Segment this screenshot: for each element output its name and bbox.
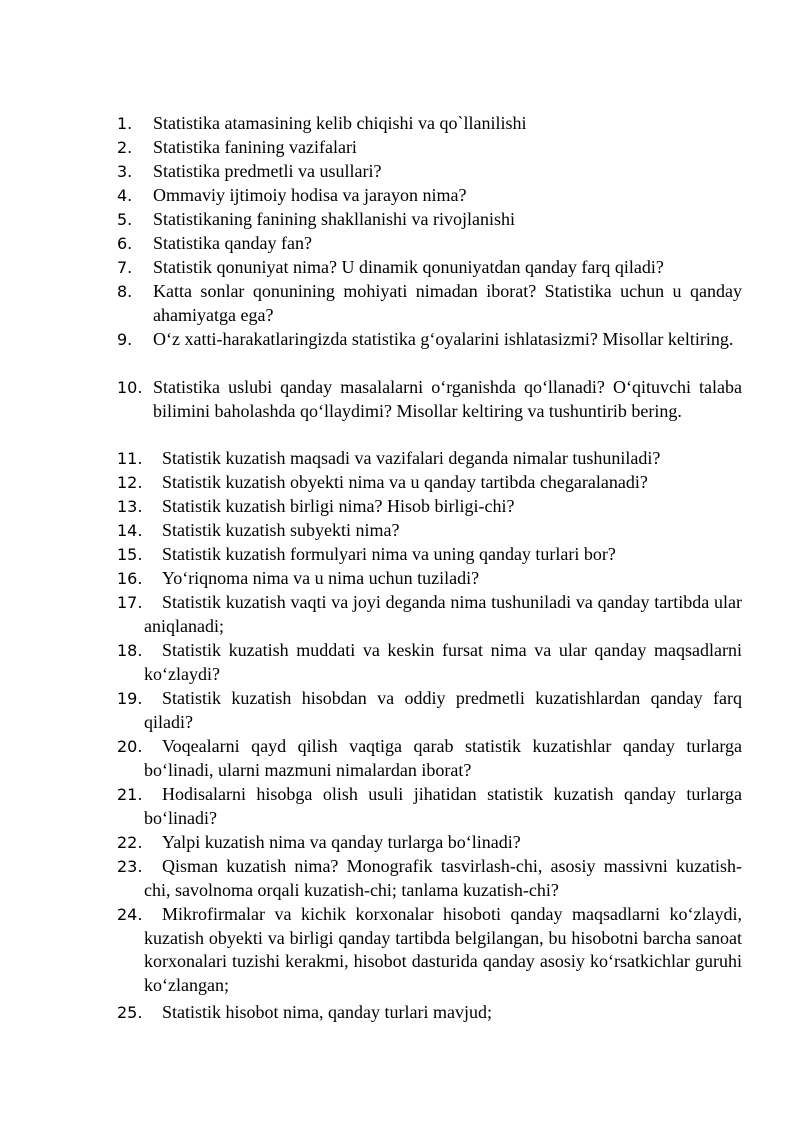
item-text: Statistik hisobot nima, qanday turlari mavjud; [162,1002,492,1022]
item-number: 5. [117,210,133,229]
list-item [117,687,742,734]
item-number: 6. [117,234,133,253]
item-number: 22. [117,833,143,852]
list-item [117,184,742,208]
list-item [117,208,742,232]
item-text: Yalpi kuzatish nima va qanday turlarga bo‘linadi? [162,832,521,852]
item-text: Voqealarni qayd qilish vaqtiga qarab statistik kuzatishlar qanday turlarga bo‘linadi, ularni mazmuni nimalardan iborat? [144,736,742,780]
list-item [117,1001,742,1025]
item-number: 13. [117,497,143,516]
list-item [117,232,742,256]
item-number: 18. [117,641,143,660]
list-item [117,495,742,519]
item-text: Statistik kuzatish hisobdan va oddiy predmetli kuzatishlardan qanday farq qiladi? [144,688,742,732]
list-item [117,639,742,686]
item-text: O‘z xatti-harakatlaringizda statistika g‘oyalarini ishlatasizmi? Misollar keltiring. [153,329,734,349]
item-number: 8. [117,282,133,301]
item-number: 14. [117,521,143,540]
item-text: Statistika uslubi qanday masalalarni o‘rganishda qo‘llanadi? O‘qituvchi talaba bilimini baholashda qo‘llaydimi? Misollar keltiring va tushuntirib bering. [153,377,742,421]
list-item [117,831,742,855]
item-text: Statistika fanining vazifalari [153,137,357,157]
list-item [117,591,742,638]
list-item [117,112,742,136]
list-item [117,567,742,591]
item-number: 10. [117,378,143,397]
list-item [117,256,742,280]
item-number: 25. [117,1003,143,1022]
item-number: 15. [117,545,143,564]
list-item [117,783,742,830]
list-item [117,328,742,352]
item-number: 24. [117,905,143,924]
list-item [117,160,742,184]
item-number: 2. [117,138,133,157]
list-item [117,519,742,543]
item-text: Statistik kuzatish birligi nima? Hisob birligi-chi? [162,496,515,516]
item-text: Katta sonlar qonunining mohiyati nimadan iborat? Statistika uchun u qanday ahamiyatga ega? [153,281,742,325]
item-text: Statistika qanday fan? [153,233,312,253]
item-text: Qisman kuzatish nima? Monografik tasvirlash-chi, asosiy massivni kuzatish-chi, savolnoma orqali kuzatish-chi; tanlama kuzatish-chi? [144,856,742,900]
list-item [117,471,742,495]
list-item [117,447,742,471]
list-item [117,543,742,567]
item-text: Statistika predmetli va usullari? [153,161,382,181]
item-number: 12. [117,473,143,492]
item-text: Statistika atamasining kelib chiqishi va qo`llanilishi [153,113,527,133]
list-item [117,136,742,160]
item-number: 19. [117,689,143,708]
list-item [117,735,742,782]
item-text: Hodisalarni hisobga olish usuli jihatidan statistik kuzatish qanday turlarga bo‘linadi? [144,784,742,828]
item-text: Statistik kuzatish maqsadi va vazifalari deganda nimalar tushuniladi? [162,448,661,468]
item-number: 16. [117,569,143,588]
item-number: 9. [117,330,133,349]
item-text: Statistik kuzatish muddati va keskin fursat nima va ular qanday maqsadlarni ko‘zlaydi? [144,640,742,684]
item-number: 17. [117,593,143,612]
item-text: Statistikaning fanining shakllanishi va rivojlanishi [153,209,515,229]
list-item [117,855,742,902]
item-text: Ommaviy ijtimoiy hodisa va jarayon nima? [153,185,467,205]
item-text: Yo‘riqnoma nima va u nima uchun tuziladi? [162,568,480,588]
item-text: Statistik kuzatish obyekti nima va u qanday tartibda chegaralanadi? [162,472,648,492]
item-number: 7. [117,258,133,277]
item-number: 4. [117,186,133,205]
item-number: 11. [117,449,143,468]
item-text: Statistik kuzatish subyekti nima? [162,520,400,540]
item-number: 21. [117,785,143,804]
item-text: Statistik kuzatish vaqti va joyi deganda nima tushuniladi va qanday tartibda ular aniqlanadi; [144,592,742,636]
item-text: Mikrofirmalar va kichik korxonalar hisoboti qanday maqsadlarni ko‘zlaydi, kuzatish obyekti va birligi qanday tartibda belgilangan, bu hisobotni barcha sanoat korxonalari tuzishi kerakmi, hisobot dasturida qanday asosiy ko‘rsatkichlar guruhi ko‘zlangan; [144,904,742,995]
item-number: 1. [117,114,133,133]
item-text: Statistik kuzatish formulyari nima va uning qanday turlari bor? [162,544,616,564]
list-item [117,376,742,423]
item-number: 20. [117,737,143,756]
list-item [117,903,742,997]
item-number: 23. [117,857,143,876]
item-number: 3. [117,162,133,181]
item-text: Statistik qonuniyat nima? U dinamik qonuniyatdan qanday farq qiladi? [153,257,664,277]
list-item [117,280,742,327]
